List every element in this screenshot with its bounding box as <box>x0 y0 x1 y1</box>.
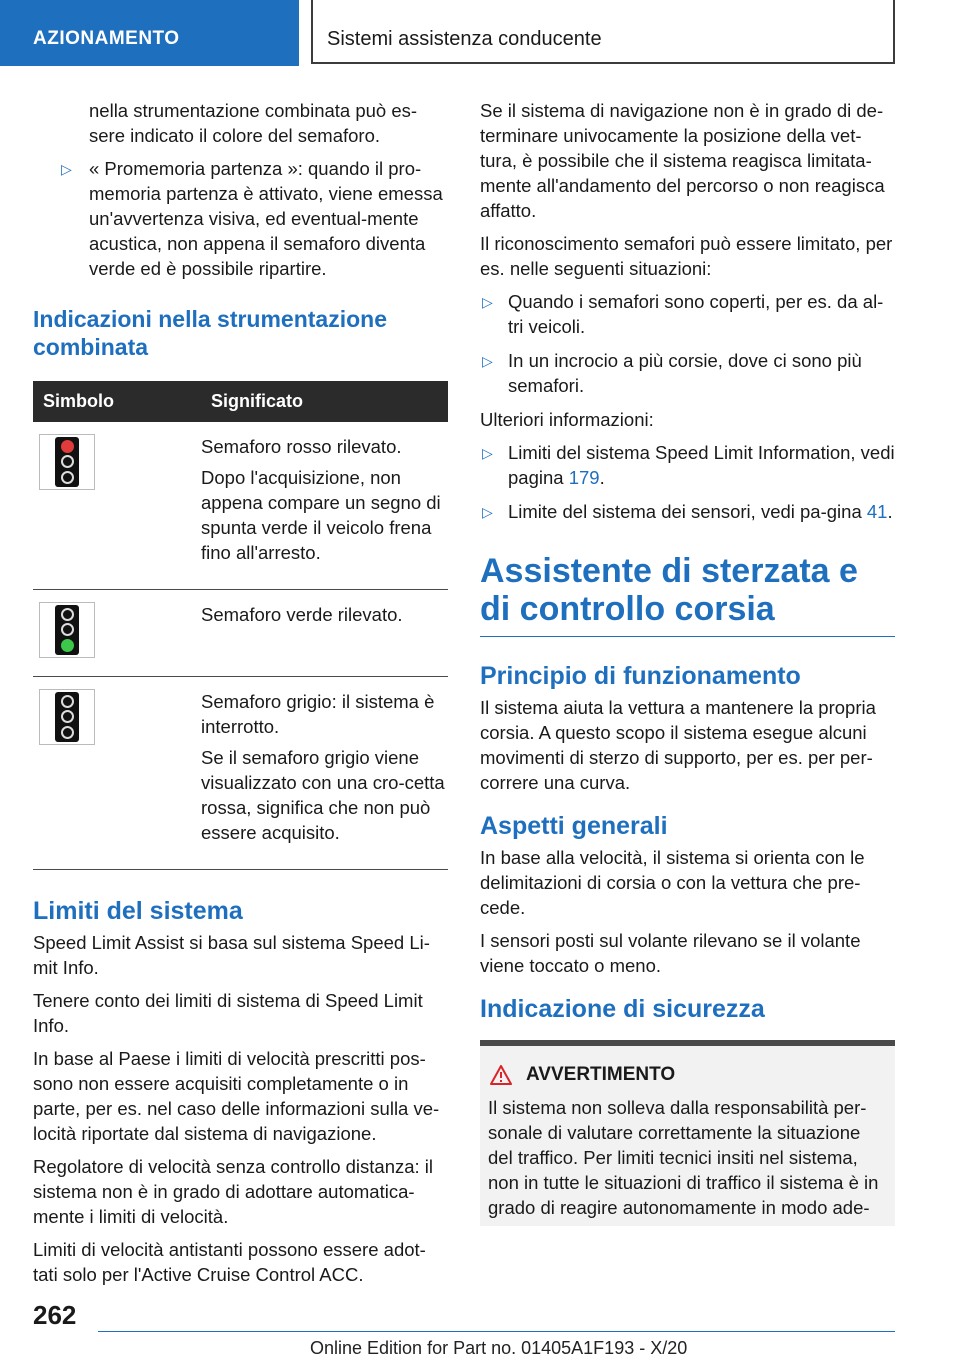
light-2 <box>61 623 74 636</box>
page-number: 262 <box>33 1300 77 1330</box>
light-1 <box>61 608 74 621</box>
traffic-light-green-icon <box>39 602 95 658</box>
light-1 <box>61 440 74 453</box>
symbol-table <box>33 381 448 870</box>
paragraph: In base alla velocità, il sistema si orienta con le delimitazioni di corsia o con la vettura che pre-cede. <box>480 847 865 918</box>
meaning-text: Semaforo grigio: il sistema è interrotto. <box>201 691 435 737</box>
light-3 <box>61 639 74 652</box>
triangle-bullet-icon: ▷ <box>482 294 493 310</box>
paragraph: Limiti di velocità antistanti possono essere adot-tati solo per l'Active Cruise Control ACC. <box>33 1239 426 1285</box>
footer-divider <box>98 1331 895 1332</box>
chapter-heading: Assistente di sterzata e di controllo corsia <box>480 552 895 637</box>
continued-bullet-text: nella strumentazione combinata può es-sere indicato il colore del semaforo. <box>89 100 418 146</box>
list-item-text: In un incrocio a più corsie, dove ci sono più semafori. <box>508 350 862 396</box>
warning-text: Il sistema non solleva dalla responsabilità per-sonale di valutare correttamente la situazione del traffico. Per limiti tecnici insiti nel sistema, non in tutte le situazioni di traffico il sistema è in grado di reagire autonomamente in modo ade- <box>488 1097 879 1218</box>
section-heading: Aspetti generali <box>480 812 668 840</box>
right-column <box>480 98 895 1226</box>
section-heading: Principio di funzionamento <box>480 662 801 690</box>
list-item <box>33 156 448 281</box>
paragraph: Tenere conto dei limiti di sistema di Speed Limit Info. <box>33 990 423 1036</box>
paragraph: Il riconoscimento semafori può essere limitato, per es. nelle seguenti situazioni: <box>480 233 893 279</box>
list-item-text: « Promemoria partenza »: quando il pro-memoria partenza è attivato, viene emessa un'avvertenza visiva, ed eventual-mente acustica, non appena il semaforo diventa verde ed è possibile ripartire. <box>89 158 443 279</box>
page-link[interactable]: 41 <box>866 501 888 522</box>
meaning-detail: Dopo l'acquisizione, non appena compare un segno di spunta verde il veicolo frena fino all'arresto. <box>201 467 441 563</box>
section-tab <box>0 0 299 66</box>
warning-title: AVVERTIMENTO <box>526 1064 676 1085</box>
table-row <box>33 422 448 590</box>
meaning-detail: Se il semaforo grigio viene visualizzato con una cro-cetta rossa, significa che non può essere acquisito. <box>201 747 445 843</box>
light-2 <box>61 710 74 723</box>
left-column <box>33 98 448 1295</box>
paragraph: In base al Paese i limiti di velocità prescritti pos-sono non essere acquisiti completamente o in parte, per es. nel caso delle informazioni sulla ve-locità riportate dal sistema di navigazione. <box>33 1048 440 1144</box>
light-3 <box>61 471 74 484</box>
meaning-text: Semaforo rosso rilevato. <box>201 436 402 457</box>
paragraph: I sensori posti sul volante rilevano se il volante viene toccato o meno. <box>480 930 861 976</box>
triangle-bullet-icon: ▷ <box>61 161 72 177</box>
paragraph: Regolatore di velocità senza controllo distanza: il sistema non è in grado di adottare automatica-mente i limiti di velocità. <box>33 1156 434 1227</box>
footer-edition: Online Edition for Part no. 01405A1F193 - X/20 <box>310 1338 688 1358</box>
light-1 <box>61 695 74 708</box>
page-link[interactable]: 179 <box>568 467 600 488</box>
table-header-symbol: Simbolo <box>33 381 201 422</box>
list-item: ▷ Limite del sistema dei sensori, vedi pa-gina 41. <box>480 499 895 524</box>
paragraph: Speed Limit Assist si basa sul sistema Speed Li-mit Info. <box>33 932 430 978</box>
section-heading: Indicazione di sicurezza <box>480 995 765 1023</box>
paragraph: Il sistema aiuta la vettura a mantenere la propria corsia. A questo scopo il sistema esegue alcuni movimenti di sterzo di supporto, per es. per per-correre una curva. <box>480 697 876 793</box>
paragraph: Se il sistema di navigazione non è in grado di de-terminare univocamente la posizione della vet-tura, è possibile che il sistema reagisca limitata-mente all'andamento del percorso o non reagisca affatto. <box>480 100 885 221</box>
list-item <box>480 348 895 398</box>
list-item-text: Quando i semafori sono coperti, per es. da al-tri veicoli. <box>508 291 884 337</box>
table-header-meaning: Significato <box>201 381 448 422</box>
traffic-light-grey-icon <box>39 689 95 745</box>
warning-box <box>480 1040 895 1226</box>
table-row <box>33 677 448 870</box>
traffic-light-red-icon <box>39 434 95 490</box>
section-heading: Limiti del sistema <box>33 897 243 925</box>
list-item <box>480 289 895 339</box>
chapter-title: Sistemi assistenza conducente <box>327 28 602 50</box>
light-2 <box>61 455 74 468</box>
list-item-text: Limiti del sistema Speed Limit Information, vedi pagina <box>508 442 895 488</box>
list-item-text: Limite del sistema dei sensori, vedi pa-gina <box>508 501 862 522</box>
triangle-bullet-icon: ▷ <box>482 445 493 461</box>
section-title: AZIONAMENTO <box>33 28 180 49</box>
table-row <box>33 590 448 677</box>
triangle-bullet-icon: ▷ <box>482 353 493 369</box>
section-heading: Indicazioni nella strumentazione combinata <box>33 306 388 360</box>
chapter-header <box>311 0 895 64</box>
meaning-text: Semaforo verde rilevato. <box>201 604 403 625</box>
paragraph: Ulteriori informazioni: <box>480 409 654 430</box>
list-item: ▷ Limiti del sistema Speed Limit Information, vedi pagina 179. <box>482 442 895 488</box>
warning-triangle-icon <box>490 1065 512 1085</box>
light-3 <box>61 726 74 739</box>
triangle-bullet-icon: ▷ <box>482 504 493 520</box>
